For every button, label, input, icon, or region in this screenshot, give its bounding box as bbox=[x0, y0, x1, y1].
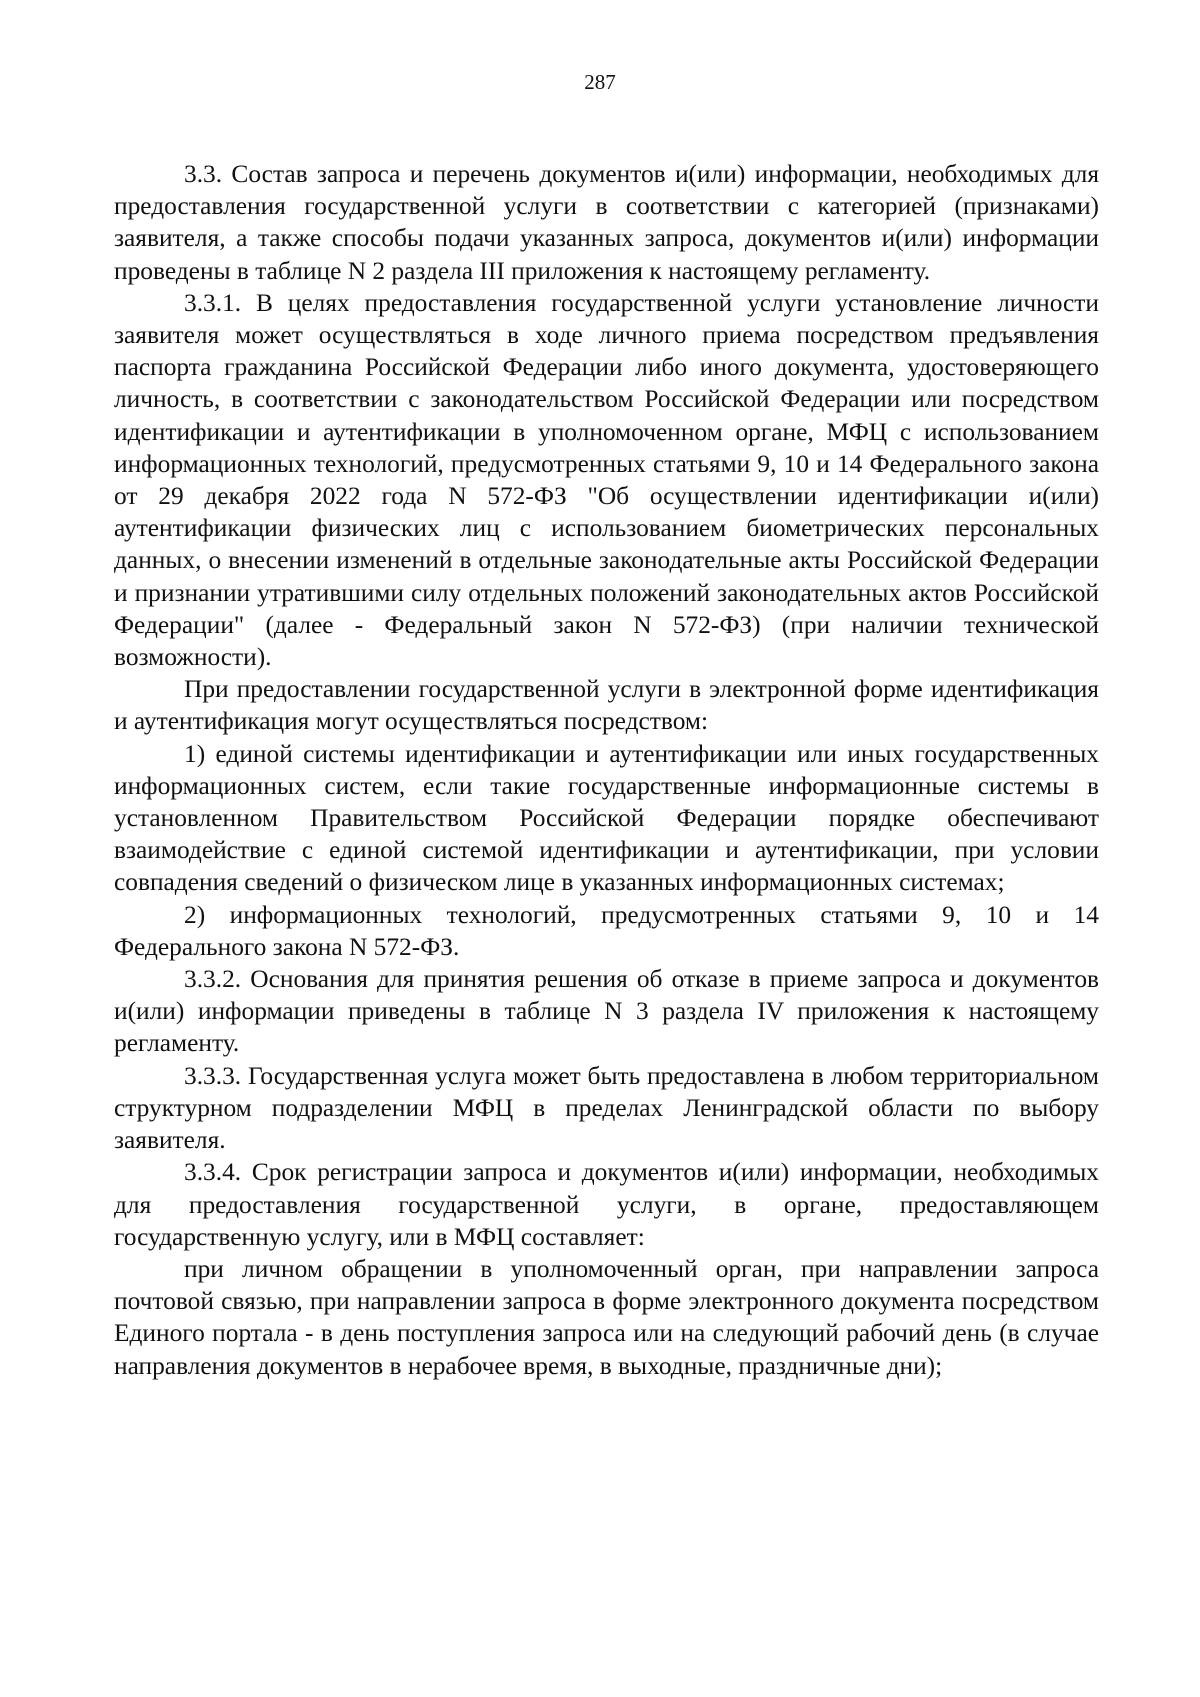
paragraph-3-3-1: 3.3.1. В целях предоставления государственной услуги установление личности заявителя может осуществляться в ходе личного приема посредством предъявления паспорта гражданина Российской Федерации либо иного документа, удостоверяющего личность, в соответствии с законодательством Российской Федерации или посредством идентификации и аутентификации в уполномоченном органе, МФЦ с использованием информационных технологий, предусмотренных статьями 9, 10 и 14 Федерального закона от 29 декабря 2022 года N 572-ФЗ "Об осуществлении идентификации и(или) аутентификации физических лиц с использованием биометрических персональных данных, о внесении изменений в отдельные законодательные акты Российской Федерации и признании утратившими силу отдельных положений законодательных актов Российской Федерации" (далее - Федеральный закон N 572-ФЗ) (при наличии технической возможности). bbox=[114, 288, 1099, 672]
paragraph-3-3: 3.3. Состав запроса и перечень документов и(или) информации, необходимых для предоставления государственной услуги в соответствии с категорией (признаками) заявителя, а также способы подачи указанных запроса, документов и(или) информации проведены в таблице N 2 раздела III приложения к настоящему регламенту. bbox=[114, 160, 1099, 285]
paragraph-3-3-4: 3.3.4. Срок регистрации запроса и документов и(или) информации, необходимых для предоставления государственной услуги, в органе, предоставляющем государственную услугу, или в МФЦ составляет: bbox=[114, 1158, 1099, 1251]
paragraph-registration-terms: при личном обращении в уполномоченный орган, при направлении запроса почтовой связью, при направлении запроса в форме электронного документа посредством Единого портала - в день поступления запроса или на следующий рабочий день (в случае направления документов в нерабочее время, в выходные, праздничные дни); bbox=[114, 1254, 1099, 1380]
paragraph-3-3-2: 3.3.2. Основания для принятия решения об отказе в приеме запроса и документов и(или) информации приведены в таблице N 3 раздела IV приложения к настоящему регламенту. bbox=[114, 965, 1099, 1058]
list-item-2: 2) информационных технологий, предусмотренных статьями 9, 10 и 14 Федерального закона N 572-ФЗ. bbox=[114, 900, 1099, 961]
paragraph-electronic-identification: При предоставлении государственной услуги в электронной форме идентификация и аутентификация могут осуществляться посредством: bbox=[114, 675, 1099, 736]
document-body bbox=[114, 158, 1099, 1382]
paragraph-3-3-3: 3.3.3. Государственная услуга может быть предоставлена в любом территориальном структурном подразделении МФЦ в пределах Ленинградской области по выбору заявителя. bbox=[114, 1061, 1099, 1155]
list-item-1: 1) единой системы идентификации и аутентификации или иных государственных информационных систем, если такие государственные информационные системы в установленном Правительством Российской Федерации порядке обеспечивают взаимодействие с единой системой идентификации и аутентификации, при условии совпадения сведений о физическом лице в указанных информационных системах; bbox=[114, 739, 1099, 897]
page-number: 287 bbox=[584, 70, 616, 94]
